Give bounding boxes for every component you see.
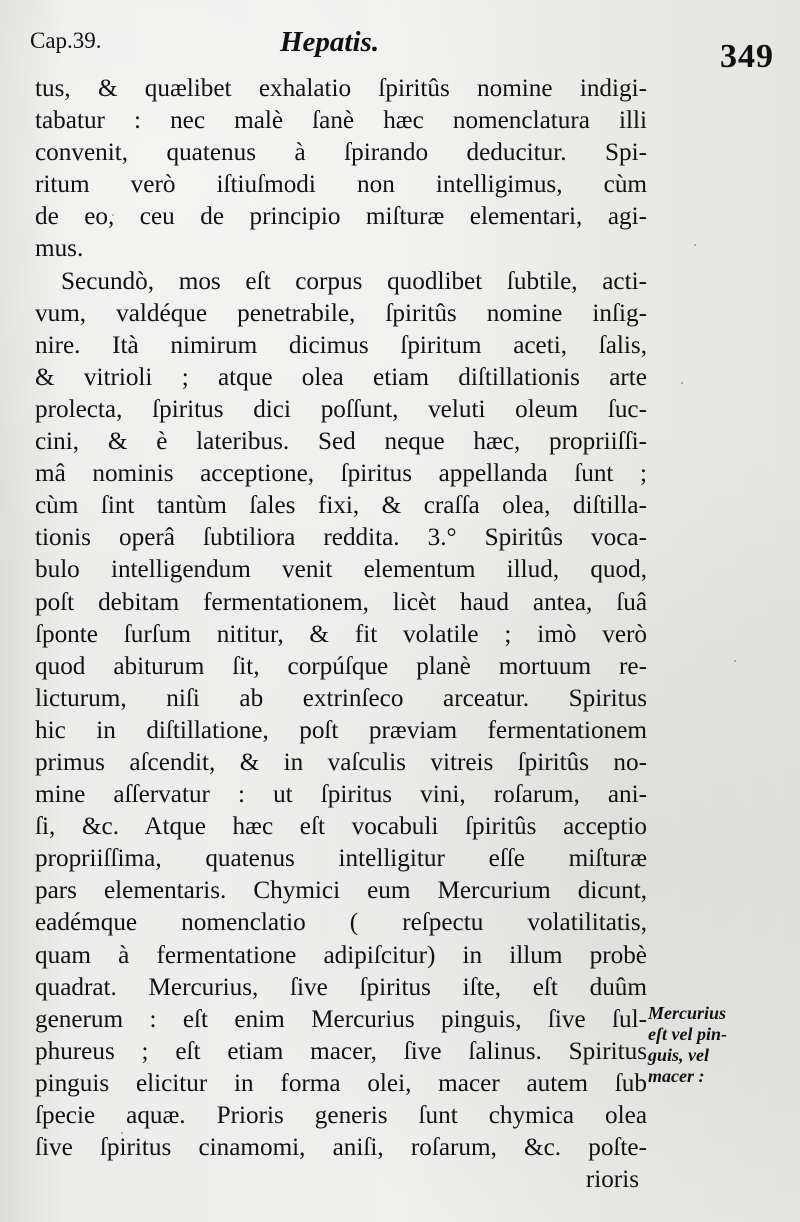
text-line: ſi, &c. Atque hæc eſt vocabuli ſpiritûs acceptio <box>35 813 647 841</box>
text-line: Secundò, mos eſt corpus quodlibet ſubtile, acti- <box>61 267 647 295</box>
marginal-note-line: Mercurius <box>648 1003 727 1023</box>
text-line: tus, & quælibet exhalatio ſpiritûs nomine indigi- <box>35 75 647 102</box>
text-line: mine aſſervatur : ut ſpiritus vini, roſarum, ani- <box>35 781 647 809</box>
text-line: tabatur : nec malè ſanè hæc nomenclatura illi <box>35 107 647 135</box>
marginal-note-line: guis, vel <box>648 1045 709 1065</box>
paper-speckle <box>681 382 683 384</box>
text-line: ſponte ſurſum nititur, & fit volatile ; imò verò <box>35 620 647 648</box>
text-line: nire. Ità nimirum dicimus ſpiritum aceti, ſalis, <box>35 331 647 359</box>
chapter-label: Cap.39. <box>30 28 102 53</box>
text-line: de eo, ceu de principio miſturæ elementari, agi- <box>35 203 647 231</box>
text-line: prolecta, ſpiritus dici poſſunt, veluti oleum ſuc- <box>35 395 647 423</box>
marginal-note-line: eſt vel pin- <box>648 1024 727 1044</box>
paper-speckle <box>734 660 736 662</box>
page-header <box>30 24 774 74</box>
text-line: vum, valdéque penetrabile, ſpiritûs nomine inſig- <box>35 299 647 327</box>
text-line: convenit, quatenus à ſpirando deducitur. Spi- <box>35 139 647 167</box>
text-line: mus. <box>35 235 84 263</box>
paper-speckle <box>121 1132 123 1134</box>
text-line: propriiſſima, quatenus intelligitur eſſe miſturæ <box>35 845 647 873</box>
text-line: primus aſcendit, & in vaſculis vitreis ſpiritûs no- <box>35 748 647 776</box>
text-line: cini, & è lateribus. Sed neque hæc, propriiſſi- <box>35 428 647 456</box>
text-line: ſive ſpiritus cinamomi, aniſi, roſarum, &c. poſte- <box>35 1134 647 1162</box>
text-line: generum : eſt enim Mercurius pinguis, ſive ſul- <box>35 1005 647 1033</box>
catchword: rioris <box>585 1166 639 1194</box>
page-number: 349 <box>720 38 774 75</box>
marginal-note <box>648 1003 768 1087</box>
text-line: ritum verò iſtiuſmodi non intelligimus, cùm <box>35 171 647 199</box>
text-line: cùm ſint tantùm ſales fixi, & craſſa olea, diſtilla- <box>35 492 647 520</box>
text-line: ſpecie aquæ. Prioris generis ſunt chymica olea <box>35 1102 647 1129</box>
marginal-note-line: macer : <box>648 1066 705 1086</box>
running-title: Hepatis. <box>280 26 380 58</box>
text-line: quod abiturum ſit, corpúſque planè mortuum re- <box>35 652 647 680</box>
text-line: poſt debitam fermentationem, licèt haud antea, ſuâ <box>35 588 647 616</box>
text-line: hic in diſtillatione, poſt præviam fermentationem <box>35 716 647 744</box>
paper-speckle <box>694 244 696 246</box>
text-line: pars elementaris. Chymici eum Mercurium dicunt, <box>35 877 647 905</box>
text-line: & vitrioli ; atque olea etiam diſtillationis arte <box>35 363 647 391</box>
text-line: quam à fermentatione adipiſcitur) in illum probè <box>35 941 647 969</box>
text-line: tionis operâ ſubtiliora reddita. 3.° Spiritûs voca- <box>35 524 647 552</box>
main-text <box>35 73 647 1196</box>
text-line: pinguis elicitur in forma olei, macer autem ſub <box>35 1069 647 1097</box>
paper-speckle <box>112 214 114 216</box>
text-line: quadrat. Mercurius, ſive ſpiritus iſte, eſt duûm <box>35 973 647 1001</box>
text-line: phureus ; eſt etiam macer, ſive ſalinus. Spiritus <box>35 1037 647 1065</box>
text-line: bulo intelligendum venit elementum illud, quod, <box>35 556 647 584</box>
text-line: licturum, niſi ab extrinſeco arceatur. Spiritus <box>35 684 647 712</box>
text-line: eadémque nomenclatio ( reſpectu volatilitatis, <box>35 909 647 937</box>
text-line: mâ nominis acceptione, ſpiritus appellanda ſunt ; <box>35 460 647 488</box>
